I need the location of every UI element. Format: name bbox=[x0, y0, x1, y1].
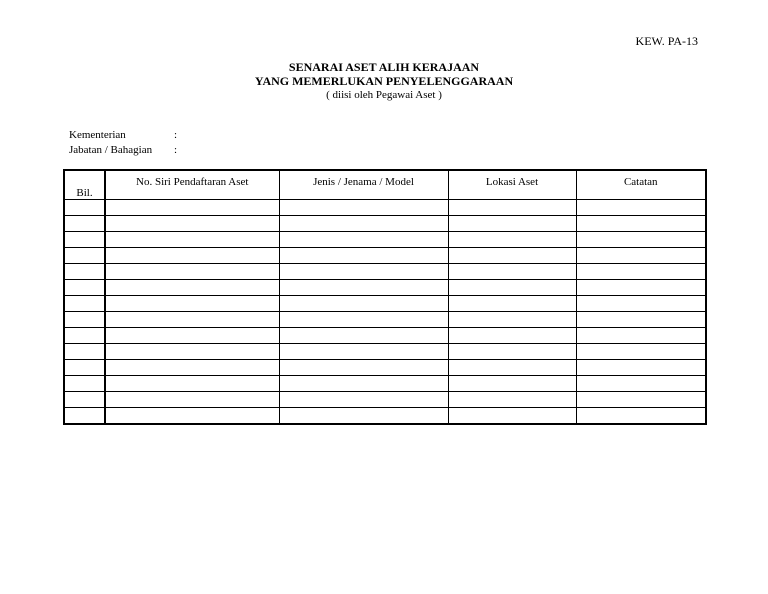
table-cell[interactable] bbox=[105, 280, 279, 296]
table-row bbox=[64, 312, 706, 328]
document-subtitle: ( diisi oleh Pegawai Aset ) bbox=[326, 89, 442, 101]
table-body bbox=[64, 200, 706, 425]
table-cell[interactable] bbox=[576, 360, 706, 376]
table-cell[interactable] bbox=[64, 280, 105, 296]
table-cell[interactable] bbox=[448, 248, 576, 264]
table-cell[interactable] bbox=[105, 392, 279, 408]
title-block bbox=[0, 60, 768, 102]
table-row bbox=[64, 280, 706, 296]
table-cell[interactable] bbox=[448, 344, 576, 360]
table-row bbox=[64, 216, 706, 232]
table-cell[interactable] bbox=[105, 216, 279, 232]
table-cell[interactable] bbox=[576, 248, 706, 264]
jabatan-colon: : bbox=[174, 144, 178, 156]
table-cell[interactable] bbox=[576, 376, 706, 392]
table-cell[interactable] bbox=[105, 408, 279, 425]
table-row bbox=[64, 344, 706, 360]
table-cell[interactable] bbox=[105, 264, 279, 280]
table-cell[interactable] bbox=[105, 296, 279, 312]
table-cell[interactable] bbox=[279, 264, 448, 280]
table-cell[interactable] bbox=[64, 360, 105, 376]
table-cell[interactable] bbox=[448, 408, 576, 425]
document-title-line1: SENARAI ASET ALIH KERAJAAN bbox=[288, 60, 480, 74]
kementerian-label: Kementerian bbox=[69, 129, 126, 141]
table-cell[interactable] bbox=[279, 200, 448, 216]
table-cell[interactable] bbox=[64, 408, 105, 425]
header-jenis: Jenis / Jenama / Model bbox=[279, 170, 448, 200]
info-row-jabatan bbox=[69, 143, 184, 158]
table-cell[interactable] bbox=[448, 328, 576, 344]
header-bil: Bil. bbox=[64, 170, 105, 200]
info-row-kementerian bbox=[69, 128, 184, 143]
table-cell[interactable] bbox=[64, 344, 105, 360]
table-cell[interactable] bbox=[448, 264, 576, 280]
table-cell[interactable] bbox=[576, 280, 706, 296]
table-cell[interactable] bbox=[64, 216, 105, 232]
table-cell[interactable] bbox=[105, 376, 279, 392]
kementerian-colon: : bbox=[174, 129, 178, 141]
table-cell[interactable] bbox=[576, 216, 706, 232]
table-cell[interactable] bbox=[448, 200, 576, 216]
table-cell[interactable] bbox=[576, 200, 706, 216]
table-cell[interactable] bbox=[279, 344, 448, 360]
table-cell[interactable] bbox=[576, 392, 706, 408]
jabatan-label: Jabatan / Bahagian bbox=[69, 144, 153, 156]
table-cell[interactable] bbox=[576, 328, 706, 344]
table-cell[interactable] bbox=[64, 200, 105, 216]
table-row bbox=[64, 296, 706, 312]
table-cell[interactable] bbox=[64, 296, 105, 312]
table-cell[interactable] bbox=[64, 312, 105, 328]
table-cell[interactable] bbox=[64, 264, 105, 280]
table-cell[interactable] bbox=[279, 280, 448, 296]
table-cell[interactable] bbox=[576, 312, 706, 328]
table-cell[interactable] bbox=[279, 216, 448, 232]
table-cell[interactable] bbox=[64, 248, 105, 264]
table-cell[interactable] bbox=[576, 232, 706, 248]
table-row bbox=[64, 264, 706, 280]
document-title-line2: YANG MEMERLUKAN PENYELENGGARAAN bbox=[254, 74, 514, 88]
table-header-row bbox=[64, 170, 706, 200]
form-code: KEW. PA-13 bbox=[635, 34, 698, 48]
table-cell[interactable] bbox=[64, 392, 105, 408]
header-catatan: Catatan bbox=[576, 170, 706, 200]
table-cell[interactable] bbox=[448, 312, 576, 328]
table-cell[interactable] bbox=[64, 328, 105, 344]
table-row bbox=[64, 232, 706, 248]
table-cell[interactable] bbox=[105, 248, 279, 264]
table-cell[interactable] bbox=[279, 248, 448, 264]
table-cell[interactable] bbox=[105, 360, 279, 376]
table-row bbox=[64, 376, 706, 392]
table-row bbox=[64, 360, 706, 376]
table-cell[interactable] bbox=[105, 232, 279, 248]
table-cell[interactable] bbox=[448, 360, 576, 376]
table-cell[interactable] bbox=[279, 232, 448, 248]
table-row bbox=[64, 200, 706, 216]
table-cell[interactable] bbox=[448, 392, 576, 408]
info-section bbox=[69, 128, 184, 158]
table-cell[interactable] bbox=[105, 328, 279, 344]
table-cell[interactable] bbox=[279, 376, 448, 392]
table-cell[interactable] bbox=[279, 312, 448, 328]
table-cell[interactable] bbox=[448, 280, 576, 296]
table-cell[interactable] bbox=[105, 344, 279, 360]
table-cell[interactable] bbox=[448, 216, 576, 232]
table-cell[interactable] bbox=[64, 376, 105, 392]
table-cell[interactable] bbox=[105, 312, 279, 328]
asset-table bbox=[63, 169, 707, 425]
table-cell[interactable] bbox=[279, 360, 448, 376]
table-cell[interactable] bbox=[448, 296, 576, 312]
table-row bbox=[64, 408, 706, 425]
table-row bbox=[64, 392, 706, 408]
table-row bbox=[64, 248, 706, 264]
table-cell[interactable] bbox=[64, 232, 105, 248]
table-cell[interactable] bbox=[576, 344, 706, 360]
table-row bbox=[64, 328, 706, 344]
table-cell[interactable] bbox=[448, 376, 576, 392]
table-cell[interactable] bbox=[576, 296, 706, 312]
table-cell[interactable] bbox=[279, 392, 448, 408]
table-cell[interactable] bbox=[105, 200, 279, 216]
table-cell[interactable] bbox=[576, 408, 706, 425]
table-cell[interactable] bbox=[279, 328, 448, 344]
header-lokasi: Lokasi Aset bbox=[448, 170, 576, 200]
table-cell[interactable] bbox=[576, 264, 706, 280]
table-cell[interactable] bbox=[448, 232, 576, 248]
table-cell[interactable] bbox=[279, 296, 448, 312]
table-cell[interactable] bbox=[279, 408, 448, 425]
header-no-siri: No. Siri Pendaftaran Aset bbox=[105, 170, 279, 200]
